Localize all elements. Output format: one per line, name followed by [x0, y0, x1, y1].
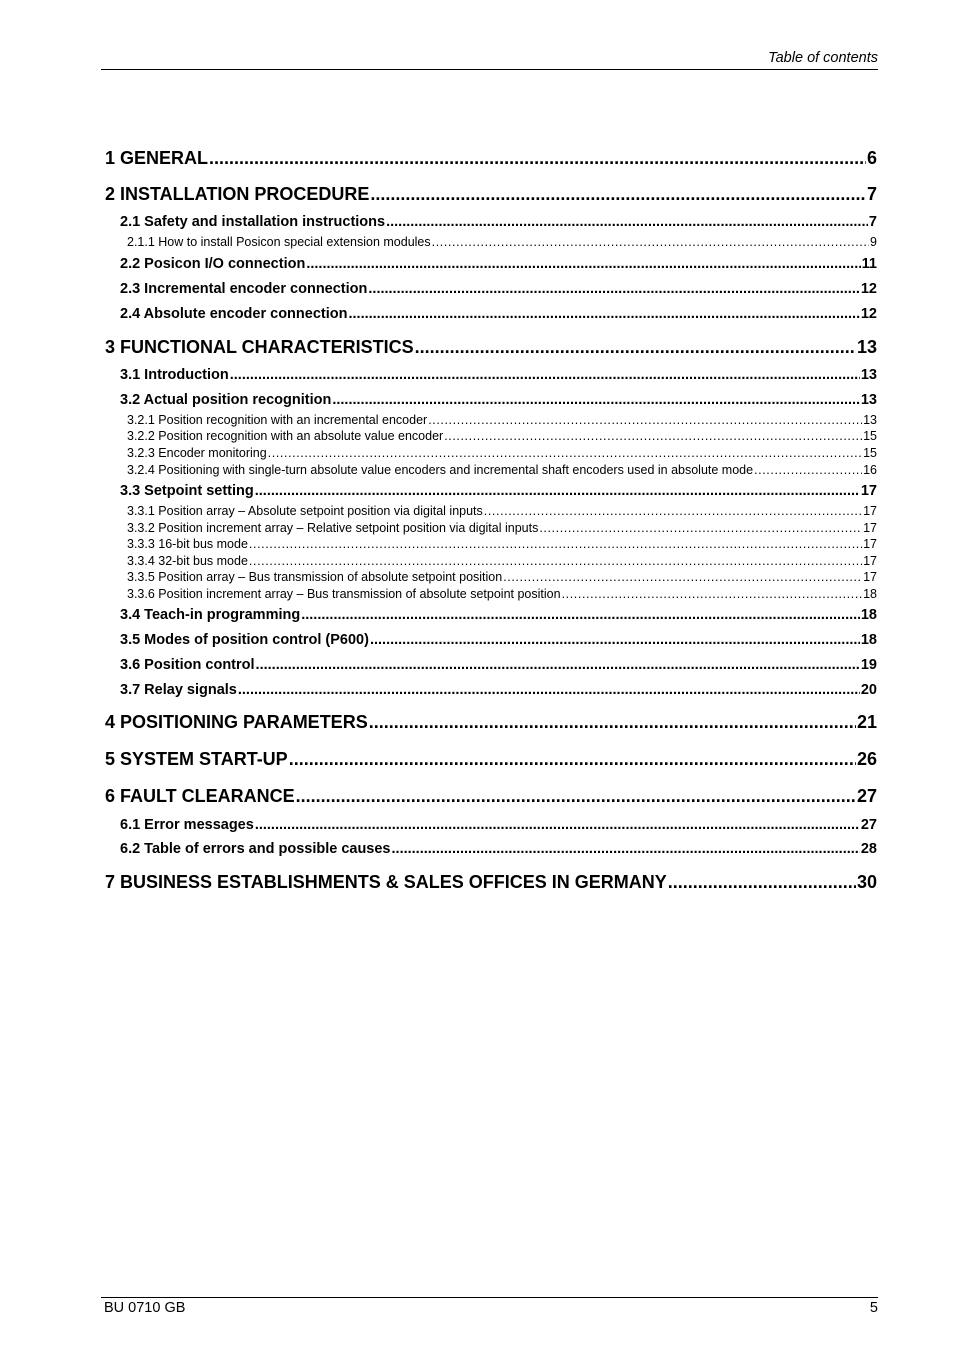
toc-entry-page: 20: [860, 682, 877, 698]
toc-entry-title: 3.3 Setpoint setting: [120, 483, 254, 499]
toc-entry-title: 3.1 Introduction: [120, 367, 229, 383]
toc-entry-page: 26: [856, 749, 877, 769]
toc-leader-dots: [503, 569, 862, 585]
toc-entry-title: 1 GENERAL: [105, 148, 209, 168]
toc-leader-dots: [415, 335, 856, 359]
toc-leader-dots: [230, 365, 860, 385]
toc-leader-dots: [255, 481, 860, 501]
toc-entry-page: 18: [860, 632, 877, 648]
toc-entry[interactable]: [105, 182, 877, 206]
toc-leader-dots: [369, 710, 856, 734]
toc-entry-page: 6: [866, 148, 877, 168]
toc-entry-page: 17: [863, 537, 877, 551]
toc-entry-title: 3.3.5 Position array – Bus transmission of absolute setpoint position: [127, 570, 503, 584]
toc-entry[interactable]: [120, 279, 877, 299]
toc-entry-title: 3.3.3 16-bit bus mode: [127, 537, 248, 551]
toc-leader-dots: [238, 680, 860, 700]
toc-entry-page: 7: [868, 214, 877, 230]
toc-entry[interactable]: [120, 212, 877, 232]
toc-entry-title: 2 INSTALLATION PROCEDURE: [105, 184, 370, 204]
toc-entry[interactable]: [120, 254, 877, 274]
toc-entry-page: 17: [863, 554, 877, 568]
toc-entry-page: 17: [860, 483, 877, 499]
toc-entry[interactable]: [127, 569, 877, 585]
toc-leader-dots: [268, 445, 862, 461]
toc-entry-title: 3.3.2 Position increment array – Relative setpoint position via digital inputs: [127, 521, 539, 535]
toc-entry-page: 17: [863, 570, 877, 584]
toc-leader-dots: [370, 182, 866, 206]
toc-entry[interactable]: [127, 234, 877, 250]
toc-leader-dots: [348, 304, 859, 324]
toc-entry-page: 30: [856, 872, 877, 892]
toc-entry-title: 3.6 Position control: [120, 657, 255, 673]
toc-leader-dots: [539, 520, 862, 536]
toc-leader-dots: [296, 784, 856, 808]
toc-entry-page: 15: [863, 446, 877, 460]
toc-entry-title: 2.4 Absolute encoder connection: [120, 306, 348, 322]
toc-entry[interactable]: [120, 680, 877, 700]
toc-entry-page: 7: [866, 184, 877, 204]
toc-entry-title: 3 FUNCTIONAL CHARACTERISTICS: [105, 337, 414, 357]
toc-entry-title: 5 SYSTEM START-UP: [105, 749, 288, 769]
toc-leader-dots: [668, 870, 856, 894]
toc-entry-title: 3.2 Actual position recognition: [120, 392, 332, 408]
toc-entry-page: 11: [861, 256, 877, 272]
toc-entry-title: 3.2.1 Position recognition with an incremental encoder: [127, 413, 428, 427]
toc-entry-title: 3.3.4 32-bit bus mode: [127, 554, 248, 568]
toc-entry-title: 7 BUSINESS ESTABLISHMENTS & SALES OFFICES IN GERMANY: [105, 872, 667, 892]
toc-entry[interactable]: [127, 520, 877, 536]
toc-entry-page: 21: [856, 712, 877, 732]
toc-entry-page: 27: [860, 817, 877, 833]
toc-entry-page: 13: [863, 413, 877, 427]
toc-entry[interactable]: [120, 655, 877, 675]
toc-entry-title: 3.2.4 Positioning with single-turn absolute value encoders and incremental shaft encoders used in absolute mode: [127, 463, 754, 477]
toc-entry-page: 27: [856, 786, 877, 806]
toc-entry-page: 17: [863, 521, 877, 535]
toc-entry[interactable]: [105, 747, 877, 771]
page-number: 5: [869, 1300, 878, 1316]
toc-leader-dots: [562, 586, 863, 602]
toc-entry-title: 3.2.3 Encoder monitoring: [127, 446, 267, 460]
toc-entry[interactable]: [120, 365, 877, 385]
toc-entry-title: 6.1 Error messages: [120, 817, 254, 833]
toc-entry-title: 6 FAULT CLEARANCE: [105, 786, 295, 806]
toc-entry[interactable]: [127, 553, 877, 569]
toc-entry-title: 2.1.1 How to install Posicon special extension modules: [127, 235, 431, 249]
toc-leader-dots: [249, 553, 862, 569]
toc-entry[interactable]: [127, 445, 877, 461]
footer-divider: [101, 1297, 878, 1298]
toc-leader-dots: [368, 279, 859, 299]
toc-entry-title: 2.1 Safety and installation instructions: [120, 214, 386, 230]
toc-entry-page: 15: [863, 429, 877, 443]
toc-entry[interactable]: [120, 304, 877, 324]
toc-entry[interactable]: [120, 481, 877, 501]
toc-leader-dots: [432, 234, 869, 250]
toc-leader-dots: [306, 254, 860, 274]
toc-leader-dots: [386, 212, 868, 232]
toc-entry[interactable]: [105, 870, 877, 894]
toc-leader-dots: [754, 462, 862, 478]
toc-entry-title: 3.7 Relay signals: [120, 682, 237, 698]
toc-entry-title: 2.3 Incremental encoder connection: [120, 281, 368, 297]
toc-leader-dots: [484, 503, 862, 519]
document-id: BU 0710 GB: [104, 1300, 186, 1316]
toc-leader-dots: [209, 146, 866, 170]
toc-entry[interactable]: [105, 335, 877, 359]
toc-leader-dots: [392, 839, 860, 859]
toc-entry-page: 9: [870, 235, 877, 249]
toc-leader-dots: [301, 605, 860, 625]
toc-leader-dots: [370, 630, 860, 650]
toc-entry[interactable]: [105, 710, 877, 734]
page-header-title: Table of contents: [768, 50, 878, 66]
toc-entry[interactable]: [120, 630, 877, 650]
toc-entry-page: 18: [863, 587, 877, 601]
toc-leader-dots: [428, 412, 862, 428]
toc-entry-page: 13: [860, 367, 877, 383]
toc-entry[interactable]: [127, 503, 877, 519]
toc-entry[interactable]: [127, 536, 877, 552]
toc-entry-title: 4 POSITIONING PARAMETERS: [105, 712, 368, 732]
toc-leader-dots: [332, 390, 860, 410]
toc-entry[interactable]: [105, 146, 877, 170]
toc-leader-dots: [444, 428, 862, 444]
toc-entry[interactable]: [120, 390, 877, 410]
toc-entry[interactable]: [127, 412, 877, 428]
toc-entry[interactable]: [120, 605, 877, 625]
toc-entry-title: 3.2.2 Position recognition with an absolute value encoder: [127, 429, 444, 443]
toc-entry-title: 3.3.6 Position increment array – Bus transmission of absolute setpoint position: [127, 587, 561, 601]
toc-entry-page: 12: [860, 306, 877, 322]
toc-entry-page: 13: [856, 337, 877, 357]
toc-entry-title: 3.3.1 Position array – Absolute setpoint position via digital inputs: [127, 504, 483, 518]
toc-entry-title: 3.5 Modes of position control (P600): [120, 632, 369, 648]
toc-entry-page: 17: [863, 504, 877, 518]
toc-leader-dots: [256, 655, 860, 675]
toc-entry[interactable]: [105, 784, 877, 808]
toc-entry-page: 18: [860, 607, 877, 623]
toc-entry[interactable]: [127, 586, 877, 602]
toc-entry-page: 12: [860, 281, 877, 297]
toc-leader-dots: [255, 815, 860, 835]
toc-leader-dots: [289, 747, 856, 771]
toc-entry-page: 28: [860, 841, 877, 857]
toc-entry[interactable]: [120, 815, 877, 835]
toc-entry-title: 3.4 Teach-in programming: [120, 607, 301, 623]
toc-entry-title: 6.2 Table of errors and possible causes: [120, 841, 391, 857]
toc-entry[interactable]: [127, 428, 877, 444]
toc-entry[interactable]: [120, 839, 877, 859]
toc-entry-title: 2.2 Posicon I/O connection: [120, 256, 306, 272]
toc-entry-page: 16: [863, 463, 877, 477]
toc-leader-dots: [249, 536, 862, 552]
toc-entry-page: 13: [860, 392, 877, 408]
toc-entry[interactable]: [127, 462, 877, 478]
toc-entry-page: 19: [860, 657, 877, 673]
